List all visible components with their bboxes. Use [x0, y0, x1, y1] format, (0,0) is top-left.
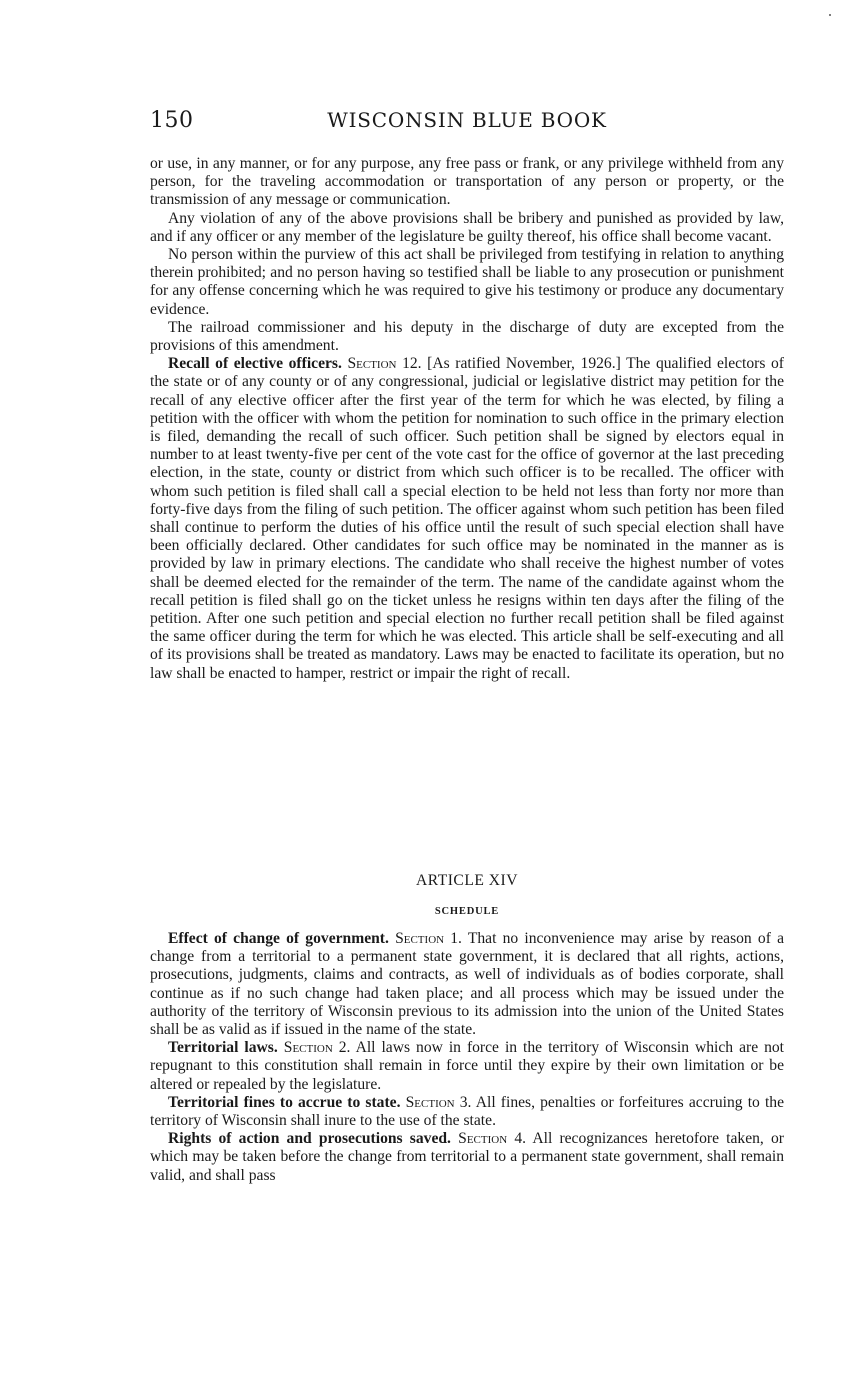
section-number: Section 3. [405, 1093, 472, 1111]
section-heading: Rights of action and prosecutions saved. [168, 1130, 451, 1148]
paragraph-text: That no inconvenience may arise by reason of a change from a territorial to a permanent state government, it is declared that all rights, actions, prosecutions, judgments, claims and contracts, as well of individuals as of bodies corporate, shall continue as if no such change had taken place; and all process which may be issued under the authority of the territory of Wisconsin previous to its admission into the union of the United States shall be as valid as if issued in the name of the state. [150, 930, 784, 1039]
paragraph [150, 246, 784, 319]
paragraph-text: or use, in any manner, or for any purpose, any free pass or frank, or any privilege withheld from any person, for the traveling accommodation or transportation of any person or property, or the transmission of any message or communication. [150, 155, 784, 209]
paragraph [150, 210, 784, 246]
paragraph [150, 155, 784, 210]
scan-speck [829, 14, 831, 16]
paragraph-text: No person within the purview of this act shall be privileged from testifying in relation to anything therein prohibited; and no person having so testified shall be liable to any prosecution or punishment for any offense concerning which he was required to give his testimony or produce any documentary evidence. [150, 246, 784, 318]
section-number: Section 12. [347, 355, 422, 373]
article-title: ARTICLE XIV [415, 872, 518, 889]
page-header [150, 108, 784, 134]
section-heading: Effect of change of government. [168, 930, 389, 947]
body-text-top [150, 155, 784, 683]
paragraph [150, 1094, 784, 1130]
section-number: Section 2. [283, 1039, 351, 1057]
body-text-bottom [150, 930, 784, 1185]
section-heading: Territorial laws. [168, 1039, 278, 1057]
page-number: 150 [150, 108, 194, 133]
paragraph-text: [As ratified November, 1926.] The qualified electors of the state or of any county or of any congressional, judicial or legislative district may petition for the recall of any elective officer after the first year of the term for which he was elected, by filing a petition with the officer with whom the petition for nomination to such office in the primary election is filed, demanding the recall of such officer. Such petition shall be signed by electors equal in number to at least twenty-five per cent of the vote cast for the office of governor at the last preceding election, in the state, county or district from which such officer is to be recalled. The officer with whom such petition is filed shall call a special election to be held not less than forty nor more than forty-five days from the filing of such petition. The officer against whom such petition has been filed shall continue to perform the duties of his office until the result of such special election shall have been officially declared. Other candidates for such office may be nominated in the manner as is provided by law in primary elections. The candidate who shall receive the highest number of votes shall be deemed elected for the remainder of the term. The name of the candidate against whom the recall petition is filed shall go on the ticket unless he resigns within ten days after the filing of the petition. After one such petition and special election no further recall petition shall be filed against the same officer during the term for which he was elected. This article shall be self-executing and all of its provisions shall be treated as mandatory. Laws may be enacted to facilitate its operation, but no law shall be enacted to hamper, restrict or impair the right of recall. [150, 355, 784, 682]
section-number: Section 4. [458, 1130, 527, 1148]
paragraph-recall [150, 355, 784, 683]
section-heading: Territorial fines to accrue to state. [168, 1093, 401, 1111]
paragraph-text: All recognizances heretofore taken, or which may be taken before the change from territorial to a permanent state government, shall remain valid, and shall pass [150, 1130, 784, 1184]
paragraph [150, 319, 784, 355]
paragraph [150, 1130, 784, 1185]
section-heading: Recall of elective officers. [168, 355, 342, 373]
running-title: WISCONSIN BLUE BOOK [327, 108, 607, 132]
paragraph-text: All laws now in force in the territory of Wisconsin which are not repugnant to this constitution shall remain in force until they expire by their own limitation or be altered or repealed by the legislature. [150, 1039, 785, 1093]
paragraph-text: Any violation of any of the above provisions shall be bribery and punished as provided by law, and if any officer or any member of the legislature be guilty thereof, his office shall become vacant. [150, 209, 784, 245]
paragraph [150, 1039, 784, 1094]
paragraph [150, 930, 784, 1039]
paragraph-text: The railroad commissioner and his deputy in the discharge of duty are excepted from the provisions of this amendment. [150, 318, 784, 355]
paragraph-text: All fines, penalties or forfeitures accruing to the territory of Wisconsin shall inure to the use of the state. [150, 1093, 784, 1130]
article-subtitle: SCHEDULE [434, 906, 500, 917]
section-number: Section 1. [395, 930, 462, 947]
